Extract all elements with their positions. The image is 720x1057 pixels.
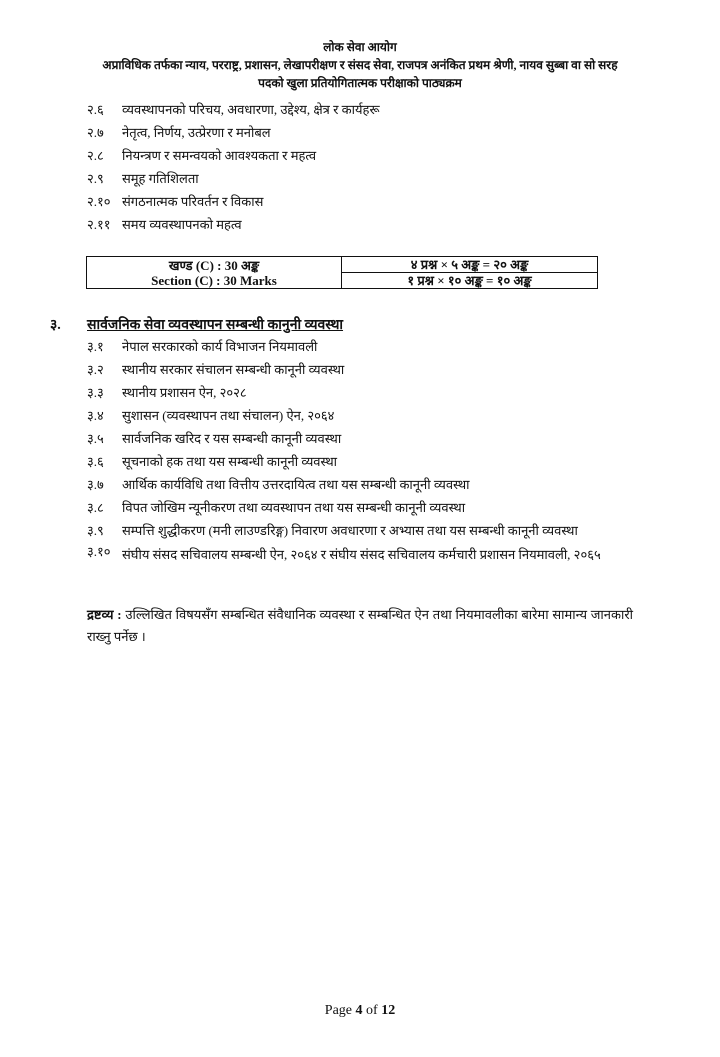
item-number: २.११ bbox=[87, 217, 111, 232]
header-subtitle: पदको खुला प्रतियोगितात्मक परीक्षाको पाठ्यक्रम bbox=[258, 76, 462, 90]
header-org: लोक सेवा आयोग bbox=[323, 40, 397, 54]
note-text: उल्लिखित विषयसँग सम्बन्धित संवैधानिक व्यवस्था र सम्बन्धित ऐन तथा नियमावलीका बारेमा सामान्य जानकारी राख्नु पर्नेछ । bbox=[87, 607, 634, 644]
item-number: ३.३ bbox=[87, 385, 104, 400]
item-text: नेतृत्व, निर्णय, उत्प्रेरणा र मनोबल bbox=[122, 125, 271, 140]
item-text: स्थानीय प्रशासन ऐन, २०२८ bbox=[122, 385, 247, 400]
item-number: ३.५ bbox=[87, 431, 104, 446]
item-text: सुशासन (व्यवस्थापन तथा संचालन) ऐन, २०६४ bbox=[122, 408, 335, 423]
item-text: स्थानीय सरकार संचालन सम्बन्धी कानूनी व्यवस्था bbox=[122, 362, 345, 377]
item-text: आर्थिक कार्यविधि तथा वित्तीय उत्तरदायित्व तथा यस सम्बन्धी कानूनी व्यवस्था bbox=[122, 477, 470, 492]
marks-row-2: १ प्रश्न × १० अङ्क = १० अङ्क bbox=[342, 273, 598, 289]
item-number: २.७ bbox=[87, 125, 104, 140]
footer-of: of bbox=[362, 1003, 382, 1018]
item-text: नियन्त्रण र समन्वयको आवश्यकता र महत्व bbox=[122, 148, 317, 163]
item-text: संगठनात्मक परिवर्तन र विकास bbox=[122, 194, 264, 209]
item-text: समय व्यवस्थापनको महत्व bbox=[122, 217, 242, 232]
section3-heading bbox=[50, 315, 344, 334]
section3-title: सार्वजनिक सेवा व्यवस्थापन सम्बन्धी कानुनी व्यवस्था bbox=[87, 318, 344, 333]
section-marks-english: Section (C) : 30 Marks bbox=[151, 272, 277, 288]
page-number: 4 bbox=[355, 1003, 363, 1018]
item-text: सूचनाको हक तथा यस सम्बन्धी कानूनी व्यवस्था bbox=[122, 454, 338, 469]
item-number: ३.२ bbox=[87, 362, 104, 377]
note bbox=[87, 604, 633, 648]
item-number: ३.६ bbox=[87, 454, 104, 469]
marks-row-1: ४ प्रश्न × ५ अङ्क = २० अङ्क bbox=[342, 257, 598, 273]
item-number: ३.४ bbox=[87, 408, 104, 423]
item-text: सार्वजनिक खरिद र यस सम्बन्धी कानूनी व्यवस्था bbox=[122, 431, 342, 446]
section-marks-nepali: खण्ड (C) : 30 अङ्क bbox=[168, 257, 260, 273]
item-text: संघीय संसद सचिवालय सम्बन्धी ऐन, २०६४ र संघीय संसद सचिवालय कर्मचारी प्रशासन नियमावली, २०६५ bbox=[122, 547, 601, 562]
footer-prefix: Page bbox=[324, 1003, 356, 1018]
item-text: व्यवस्थापनको परिचय, अवधारणा, उद्देश्य, क्षेत्र र कार्यहरू bbox=[122, 102, 380, 117]
item-number: ३.१ bbox=[87, 339, 104, 354]
item-number: ३.९ bbox=[87, 523, 104, 538]
section-marks-cell bbox=[87, 257, 342, 289]
item-number: २.१० bbox=[87, 194, 111, 209]
item-number: ३.१० bbox=[87, 544, 111, 559]
item-text: सम्पत्ति शुद्धीकरण (मनी लाउण्डरिङ्ग) निवारण अवधारणा र अभ्यास तथा यस सम्बन्धी कानूनी व्यवस्था bbox=[122, 523, 578, 538]
section3-number: ३. bbox=[50, 318, 61, 333]
page-total: 12 bbox=[381, 1003, 396, 1018]
item-text: समूह गतिशिलता bbox=[122, 171, 199, 186]
item-number: ३.८ bbox=[87, 500, 104, 515]
item-number: ३.७ bbox=[87, 477, 104, 492]
marks-table bbox=[86, 256, 598, 289]
item-text: विपत जोखिम न्यूनीकरण तथा व्यवस्थापन तथा यस सम्बन्धी कानूनी व्यवस्था bbox=[122, 500, 466, 515]
page-footer bbox=[0, 1003, 720, 1019]
item-text: नेपाल सरकारको कार्य विभाजन नियमावली bbox=[122, 339, 318, 354]
item-number: २.८ bbox=[87, 148, 104, 163]
note-label: द्रष्टव्य : bbox=[87, 607, 122, 622]
item-number: २.९ bbox=[87, 171, 104, 186]
header-title: अप्राविधिक तर्फका न्याय, परराष्ट्र, प्रशासन, लेखापरीक्षण र संसद सेवा, राजपत्र अनंकित प्रथम श्रेणी, नायव सुब्बा वा सो सरह bbox=[102, 58, 618, 72]
item-number: २.६ bbox=[87, 102, 104, 117]
